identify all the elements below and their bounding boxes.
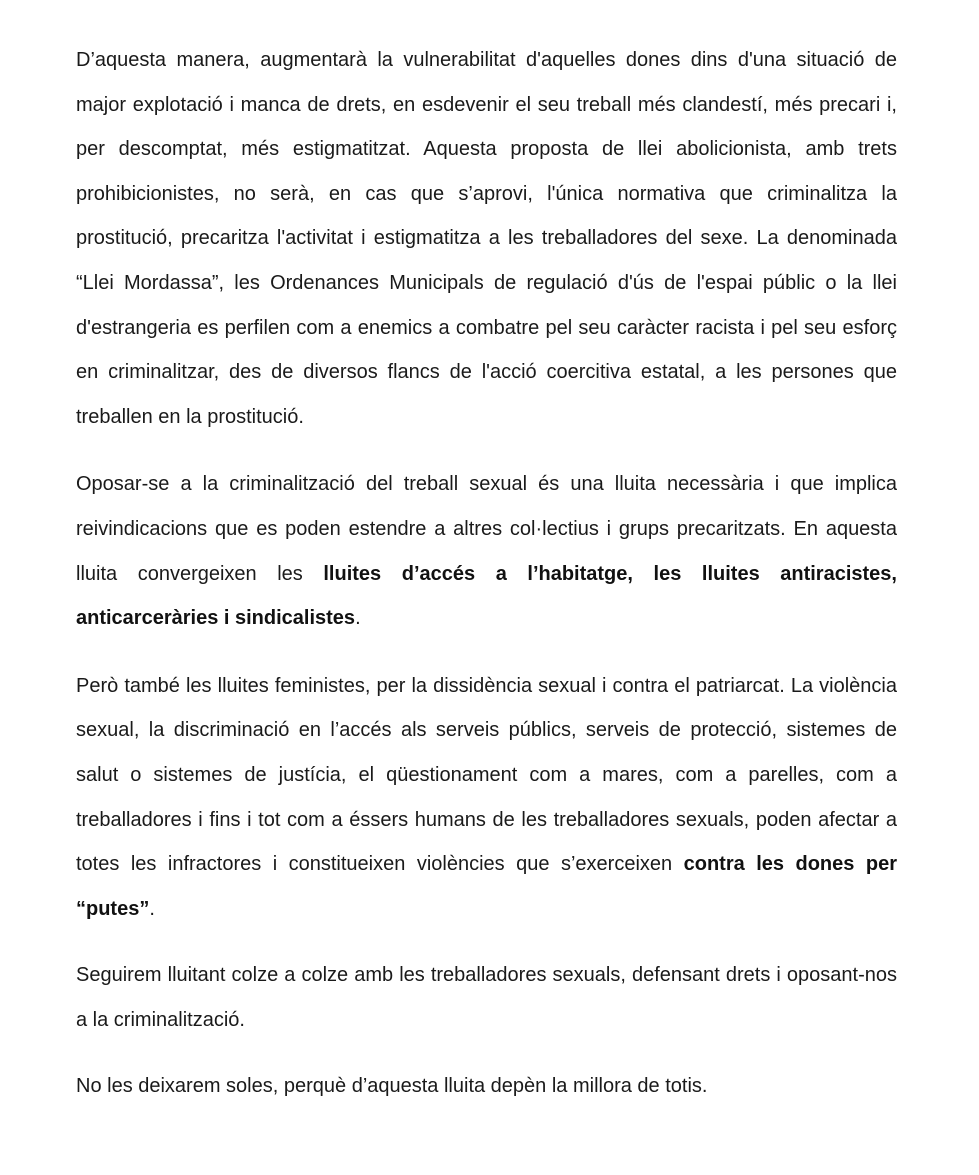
paragraph-closing [76, 1064, 897, 1109]
text-run: Oposar-se a la criminalització del treball sexual és una lluita necessària i que implica reivindicacions que es poden estendre a altres col·lectius i grups precaritzats. En aquesta lluita convergeixen les [76, 473, 897, 585]
document-body [76, 38, 897, 1109]
text-run: D’aquesta manera, augmentarà la vulnerabilitat d'aquelles dones dins d'una situació de major explotació i manca de drets, en esdevenir el seu treball més clandestí, més precari i, per descomptat, més estigmatitzat. Aquesta proposta de llei abolicionista, amb trets prohibicionistes, no serà, en cas que s’aprovi, l'única normativa que criminalitza la prostitució, precaritza l'activitat i estigmatitza a les treballadores del sexe. La denominada “Llei Mordassa”, les Ordenances Municipals de regulació d'ús de l'espai públic o la llei d'estrangeria es perfilen com a enemics a combatre pel seu caràcter racista i pel seu esforç en criminalitzar, des de diversos flancs de l'acció coercitiva estatal, a les persones que treballen en la prostitució. [76, 49, 897, 428]
paragraph-solidarity [76, 953, 897, 1042]
text-run: . [149, 897, 155, 920]
text-run: Però també les lluites feministes, per la dissidència sexual i contra el patriarcat. La violència sexual, la discriminació en l’accés als serveis públics, serveis de protecció, sistemes de salut o sistemes de justícia, el qüestionament com a mares, com a parelles, com a treballadores i fins i tot com a éssers humans de les treballadores sexuals, poden afectar a totes les infractores i constitueixen violències que s’exerceixen [76, 674, 897, 876]
paragraph-feminist-struggles [76, 664, 897, 932]
text-run: . [355, 607, 361, 630]
bold-text-run: contra les dones per “putes” [76, 853, 897, 920]
paragraph-vulnerability [76, 38, 897, 439]
paragraph-criminalization-struggle [76, 462, 897, 640]
text-run: No les deixarem soles, perquè d’aquesta lluita depèn la millora de totis. [76, 1075, 708, 1098]
text-run: Seguirem lluitant colze a colze amb les treballadores sexuals, defensant drets i oposant-nos a la criminalització. [76, 964, 897, 1031]
bold-text-run: lluites d’accés a l’habitatge, les lluites antiracistes, anticarceràries i sindicalistes [76, 562, 897, 630]
